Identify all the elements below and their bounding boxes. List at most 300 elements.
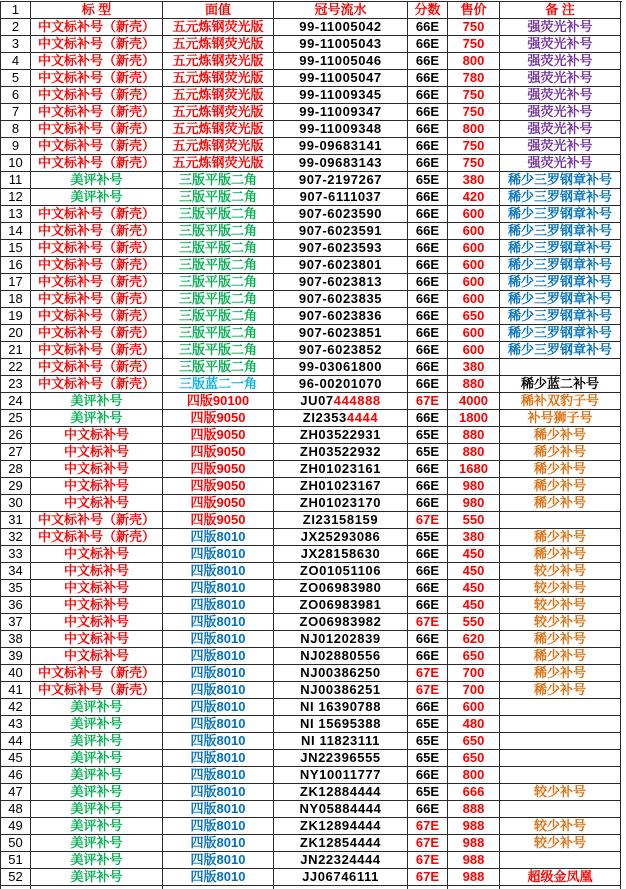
cell-note[interactable] xyxy=(500,580,621,597)
cell-note[interactable] xyxy=(500,104,621,121)
cell-note[interactable] xyxy=(500,138,621,155)
cell-serial[interactable] xyxy=(274,716,408,733)
cell-face-value[interactable] xyxy=(163,138,274,155)
cell-price[interactable] xyxy=(448,682,500,699)
cell-serial[interactable] xyxy=(274,359,408,376)
cell-grade[interactable] xyxy=(408,172,448,189)
row-number-header[interactable] xyxy=(1,665,31,682)
cell-note[interactable] xyxy=(500,835,621,852)
cell-serial[interactable] xyxy=(274,597,408,614)
row-number-header[interactable] xyxy=(1,835,31,852)
cell-grade[interactable] xyxy=(408,461,448,478)
cell-price[interactable] xyxy=(448,240,500,257)
row-number-header[interactable] xyxy=(1,121,31,138)
cell-price[interactable] xyxy=(448,206,500,223)
cell-price[interactable] xyxy=(448,801,500,818)
cell-face-value[interactable] xyxy=(163,767,274,784)
cell-type[interactable] xyxy=(31,529,163,546)
cell-serial[interactable] xyxy=(274,155,408,172)
cell-type[interactable] xyxy=(31,19,163,36)
cell-price[interactable] xyxy=(448,172,500,189)
cell-grade[interactable] xyxy=(408,308,448,325)
cell-type[interactable] xyxy=(31,410,163,427)
cell-type[interactable] xyxy=(31,189,163,206)
cell-serial[interactable] xyxy=(274,121,408,138)
cell-face-value[interactable] xyxy=(163,682,274,699)
cell-type[interactable] xyxy=(31,291,163,308)
cell-note[interactable] xyxy=(500,665,621,682)
cell-type[interactable] xyxy=(31,359,163,376)
row-number-header[interactable] xyxy=(1,444,31,461)
row-number-header[interactable] xyxy=(1,869,31,886)
cell-grade[interactable] xyxy=(408,19,448,36)
cell-price[interactable] xyxy=(448,19,500,36)
row-number-header[interactable] xyxy=(1,36,31,53)
row-number-header[interactable] xyxy=(1,376,31,393)
cell-serial[interactable] xyxy=(274,563,408,580)
cell-serial[interactable] xyxy=(274,818,408,835)
cell-type[interactable] xyxy=(31,495,163,512)
row-number-header[interactable] xyxy=(1,512,31,529)
cell-face-value[interactable] xyxy=(163,835,274,852)
cell-type[interactable] xyxy=(31,172,163,189)
cell-serial[interactable] xyxy=(274,342,408,359)
cell-grade[interactable] xyxy=(408,580,448,597)
cell-face-value[interactable] xyxy=(163,546,274,563)
cell-type[interactable] xyxy=(31,631,163,648)
cell-note[interactable] xyxy=(500,121,621,138)
cell-note[interactable] xyxy=(500,529,621,546)
cell-note[interactable] xyxy=(500,87,621,104)
cell-face-value[interactable] xyxy=(163,223,274,240)
cell-note[interactable] xyxy=(500,614,621,631)
cell-price[interactable] xyxy=(448,869,500,886)
cell-serial[interactable] xyxy=(274,223,408,240)
cell-note[interactable] xyxy=(500,155,621,172)
cell-type[interactable] xyxy=(31,308,163,325)
cell-grade[interactable] xyxy=(408,835,448,852)
cell-grade[interactable] xyxy=(408,512,448,529)
cell-serial[interactable] xyxy=(274,648,408,665)
cell-type[interactable] xyxy=(31,852,163,869)
header-serial[interactable] xyxy=(274,2,408,19)
cell-serial[interactable] xyxy=(274,546,408,563)
cell-type[interactable] xyxy=(31,835,163,852)
row-number-header[interactable] xyxy=(1,546,31,563)
row-number-header[interactable] xyxy=(1,784,31,801)
cell-serial[interactable] xyxy=(274,835,408,852)
cell-grade[interactable] xyxy=(408,614,448,631)
cell-price[interactable] xyxy=(448,393,500,410)
cell-type[interactable] xyxy=(31,512,163,529)
cell-serial[interactable] xyxy=(274,699,408,716)
cell-note[interactable] xyxy=(500,19,621,36)
cell-note[interactable] xyxy=(500,274,621,291)
cell-serial[interactable] xyxy=(274,291,408,308)
cell-face-value[interactable] xyxy=(163,818,274,835)
cell-note[interactable] xyxy=(500,563,621,580)
row-number-header[interactable] xyxy=(1,852,31,869)
cell-face-value[interactable] xyxy=(163,70,274,87)
cell-note[interactable] xyxy=(500,682,621,699)
cell-type[interactable] xyxy=(31,325,163,342)
cell-price[interactable] xyxy=(448,733,500,750)
cell-note[interactable] xyxy=(500,325,621,342)
row-number-header[interactable] xyxy=(1,155,31,172)
cell-type[interactable] xyxy=(31,274,163,291)
cell-face-value[interactable] xyxy=(163,563,274,580)
row-number-header[interactable] xyxy=(1,529,31,546)
cell-face-value[interactable] xyxy=(163,376,274,393)
cell-face-value[interactable] xyxy=(163,393,274,410)
cell-serial[interactable] xyxy=(274,665,408,682)
cell-price[interactable] xyxy=(448,699,500,716)
row-number-header[interactable] xyxy=(1,172,31,189)
cell-note[interactable] xyxy=(500,648,621,665)
cell-grade[interactable] xyxy=(408,274,448,291)
cell-type[interactable] xyxy=(31,206,163,223)
cell-note[interactable] xyxy=(500,376,621,393)
cell-type[interactable] xyxy=(31,818,163,835)
cell-price[interactable] xyxy=(448,325,500,342)
cell-price[interactable] xyxy=(448,189,500,206)
cell-face-value[interactable] xyxy=(163,614,274,631)
cell-serial[interactable] xyxy=(274,19,408,36)
cell-face-value[interactable] xyxy=(163,308,274,325)
cell-note[interactable] xyxy=(500,427,621,444)
cell-price[interactable] xyxy=(448,750,500,767)
cell-face-value[interactable] xyxy=(163,36,274,53)
cell-note[interactable] xyxy=(500,342,621,359)
cell-note[interactable] xyxy=(500,784,621,801)
cell-price[interactable] xyxy=(448,529,500,546)
cell-serial[interactable] xyxy=(274,325,408,342)
cell-price[interactable] xyxy=(448,478,500,495)
row-number-header[interactable] xyxy=(1,410,31,427)
cell-serial[interactable] xyxy=(274,53,408,70)
row-number-header[interactable] xyxy=(1,359,31,376)
row-number-header[interactable] xyxy=(1,427,31,444)
cell-grade[interactable] xyxy=(408,818,448,835)
cell-serial[interactable] xyxy=(274,410,408,427)
cell-face-value[interactable] xyxy=(163,750,274,767)
cell-serial[interactable] xyxy=(274,172,408,189)
cell-serial[interactable] xyxy=(274,104,408,121)
cell-type[interactable] xyxy=(31,121,163,138)
cell-price[interactable] xyxy=(448,648,500,665)
cell-serial[interactable] xyxy=(274,274,408,291)
cell-grade[interactable] xyxy=(408,665,448,682)
row-number-header[interactable] xyxy=(1,597,31,614)
cell-price[interactable] xyxy=(448,342,500,359)
cell-grade[interactable] xyxy=(408,733,448,750)
cell-note[interactable] xyxy=(500,393,621,410)
cell-price[interactable] xyxy=(448,36,500,53)
cell-note[interactable] xyxy=(500,801,621,818)
cell-type[interactable] xyxy=(31,597,163,614)
row-number-header[interactable] xyxy=(1,325,31,342)
cell-note[interactable] xyxy=(500,546,621,563)
cell-type[interactable] xyxy=(31,614,163,631)
cell-face-value[interactable] xyxy=(163,155,274,172)
cell-type[interactable] xyxy=(31,104,163,121)
cell-grade[interactable] xyxy=(408,563,448,580)
cell-grade[interactable] xyxy=(408,427,448,444)
cell-price[interactable] xyxy=(448,835,500,852)
cell-grade[interactable] xyxy=(408,206,448,223)
cell-grade[interactable] xyxy=(408,121,448,138)
cell-note[interactable] xyxy=(500,852,621,869)
cell-face-value[interactable] xyxy=(163,665,274,682)
cell-grade[interactable] xyxy=(408,376,448,393)
row-number-header[interactable] xyxy=(1,291,31,308)
cell-note[interactable] xyxy=(500,733,621,750)
cell-serial[interactable] xyxy=(274,36,408,53)
cell-face-value[interactable] xyxy=(163,257,274,274)
cell-grade[interactable] xyxy=(408,495,448,512)
cell-grade[interactable] xyxy=(408,359,448,376)
cell-note[interactable] xyxy=(500,291,621,308)
cell-grade[interactable] xyxy=(408,478,448,495)
cell-type[interactable] xyxy=(31,648,163,665)
header-note[interactable] xyxy=(500,2,621,19)
cell-serial[interactable] xyxy=(274,427,408,444)
cell-serial[interactable] xyxy=(274,444,408,461)
cell-price[interactable] xyxy=(448,121,500,138)
cell-grade[interactable] xyxy=(408,410,448,427)
cell-type[interactable] xyxy=(31,342,163,359)
cell-note[interactable] xyxy=(500,257,621,274)
cell-type[interactable] xyxy=(31,87,163,104)
row-number-header[interactable] xyxy=(1,189,31,206)
cell-grade[interactable] xyxy=(408,631,448,648)
row-number-header[interactable] xyxy=(1,206,31,223)
cell-serial[interactable] xyxy=(274,461,408,478)
cell-serial[interactable] xyxy=(274,478,408,495)
row-number-header[interactable] xyxy=(1,563,31,580)
row-number-header[interactable] xyxy=(1,580,31,597)
cell-price[interactable] xyxy=(448,495,500,512)
cell-face-value[interactable] xyxy=(163,478,274,495)
cell-face-value[interactable] xyxy=(163,104,274,121)
cell-grade[interactable] xyxy=(408,155,448,172)
cell-face-value[interactable] xyxy=(163,444,274,461)
cell-serial[interactable] xyxy=(274,308,408,325)
cell-type[interactable] xyxy=(31,699,163,716)
cell-serial[interactable] xyxy=(274,70,408,87)
cell-face-value[interactable] xyxy=(163,325,274,342)
cell-serial[interactable] xyxy=(274,189,408,206)
cell-face-value[interactable] xyxy=(163,495,274,512)
cell-type[interactable] xyxy=(31,750,163,767)
cell-face-value[interactable] xyxy=(163,852,274,869)
cell-price[interactable] xyxy=(448,376,500,393)
cell-grade[interactable] xyxy=(408,325,448,342)
cell-face-value[interactable] xyxy=(163,529,274,546)
row-number-header[interactable] xyxy=(1,104,31,121)
cell-price[interactable] xyxy=(448,767,500,784)
cell-price[interactable] xyxy=(448,410,500,427)
cell-type[interactable] xyxy=(31,869,163,886)
cell-grade[interactable] xyxy=(408,546,448,563)
cell-type[interactable] xyxy=(31,257,163,274)
cell-price[interactable] xyxy=(448,87,500,104)
cell-note[interactable] xyxy=(500,818,621,835)
cell-price[interactable] xyxy=(448,70,500,87)
cell-type[interactable] xyxy=(31,36,163,53)
cell-grade[interactable] xyxy=(408,223,448,240)
cell-serial[interactable] xyxy=(274,240,408,257)
cell-face-value[interactable] xyxy=(163,121,274,138)
cell-face-value[interactable] xyxy=(163,699,274,716)
row-number-header[interactable] xyxy=(1,257,31,274)
row-number-header[interactable] xyxy=(1,716,31,733)
cell-face-value[interactable] xyxy=(163,580,274,597)
cell-price[interactable] xyxy=(448,818,500,835)
cell-type[interactable] xyxy=(31,461,163,478)
cell-price[interactable] xyxy=(448,257,500,274)
cell-note[interactable] xyxy=(500,223,621,240)
cell-serial[interactable] xyxy=(274,801,408,818)
row-number-header[interactable] xyxy=(1,223,31,240)
cell-note[interactable] xyxy=(500,206,621,223)
cell-price[interactable] xyxy=(448,461,500,478)
cell-face-value[interactable] xyxy=(163,648,274,665)
cell-serial[interactable] xyxy=(274,393,408,410)
cell-type[interactable] xyxy=(31,665,163,682)
cell-serial[interactable] xyxy=(274,138,408,155)
row-number-header[interactable] xyxy=(1,478,31,495)
cell-type[interactable] xyxy=(31,733,163,750)
cell-price[interactable] xyxy=(448,291,500,308)
row-number-header[interactable] xyxy=(1,70,31,87)
cell-type[interactable] xyxy=(31,580,163,597)
cell-face-value[interactable] xyxy=(163,291,274,308)
cell-grade[interactable] xyxy=(408,189,448,206)
cell-type[interactable] xyxy=(31,546,163,563)
cell-grade[interactable] xyxy=(408,852,448,869)
row-number-header[interactable] xyxy=(1,308,31,325)
row-number-header[interactable] xyxy=(1,648,31,665)
cell-face-value[interactable] xyxy=(163,869,274,886)
cell-type[interactable] xyxy=(31,784,163,801)
cell-type[interactable] xyxy=(31,801,163,818)
cell-type[interactable] xyxy=(31,53,163,70)
cell-face-value[interactable] xyxy=(163,461,274,478)
cell-serial[interactable] xyxy=(274,767,408,784)
cell-face-value[interactable] xyxy=(163,801,274,818)
cell-price[interactable] xyxy=(448,614,500,631)
cell-grade[interactable] xyxy=(408,784,448,801)
cell-type[interactable] xyxy=(31,444,163,461)
cell-face-value[interactable] xyxy=(163,716,274,733)
cell-note[interactable] xyxy=(500,70,621,87)
cell-note[interactable] xyxy=(500,631,621,648)
cell-serial[interactable] xyxy=(274,682,408,699)
cell-note[interactable] xyxy=(500,512,621,529)
cell-type[interactable] xyxy=(31,223,163,240)
cell-face-value[interactable] xyxy=(163,784,274,801)
cell-price[interactable] xyxy=(448,631,500,648)
cell-note[interactable] xyxy=(500,869,621,886)
header-price[interactable] xyxy=(448,2,500,19)
row-number-header[interactable] xyxy=(1,614,31,631)
row-number-header[interactable] xyxy=(1,342,31,359)
cell-serial[interactable] xyxy=(274,512,408,529)
cell-price[interactable] xyxy=(448,138,500,155)
cell-grade[interactable] xyxy=(408,36,448,53)
cell-type[interactable] xyxy=(31,376,163,393)
cell-note[interactable] xyxy=(500,308,621,325)
cell-serial[interactable] xyxy=(274,495,408,512)
cell-serial[interactable] xyxy=(274,784,408,801)
cell-face-value[interactable] xyxy=(163,206,274,223)
header-face-value[interactable] xyxy=(163,2,274,19)
cell-serial[interactable] xyxy=(274,87,408,104)
cell-price[interactable] xyxy=(448,716,500,733)
cell-grade[interactable] xyxy=(408,257,448,274)
cell-note[interactable] xyxy=(500,767,621,784)
row-number-header[interactable] xyxy=(1,495,31,512)
cell-type[interactable] xyxy=(31,478,163,495)
cell-grade[interactable] xyxy=(408,104,448,121)
cell-face-value[interactable] xyxy=(163,53,274,70)
cell-grade[interactable] xyxy=(408,444,448,461)
cell-face-value[interactable] xyxy=(163,410,274,427)
cell-face-value[interactable] xyxy=(163,342,274,359)
row-number-header[interactable] xyxy=(1,87,31,104)
cell-price[interactable] xyxy=(448,546,500,563)
cell-grade[interactable] xyxy=(408,53,448,70)
cell-price[interactable] xyxy=(448,784,500,801)
cell-face-value[interactable] xyxy=(163,19,274,36)
cell-type[interactable] xyxy=(31,767,163,784)
row-number-header[interactable] xyxy=(1,240,31,257)
row-number-header[interactable] xyxy=(1,750,31,767)
cell-price[interactable] xyxy=(448,597,500,614)
cell-note[interactable] xyxy=(500,444,621,461)
cell-grade[interactable] xyxy=(408,240,448,257)
cell-note[interactable] xyxy=(500,172,621,189)
cell-grade[interactable] xyxy=(408,70,448,87)
row-number-header[interactable] xyxy=(1,19,31,36)
cell-face-value[interactable] xyxy=(163,359,274,376)
cell-face-value[interactable] xyxy=(163,172,274,189)
row-number-header[interactable] xyxy=(1,631,31,648)
cell-grade[interactable] xyxy=(408,682,448,699)
cell-price[interactable] xyxy=(448,512,500,529)
cell-type[interactable] xyxy=(31,682,163,699)
row-number-header[interactable] xyxy=(1,767,31,784)
cell-grade[interactable] xyxy=(408,801,448,818)
row-number-header[interactable] xyxy=(1,2,31,19)
cell-note[interactable] xyxy=(500,359,621,376)
header-grade[interactable] xyxy=(408,2,448,19)
cell-type[interactable] xyxy=(31,155,163,172)
cell-serial[interactable] xyxy=(274,750,408,767)
row-number-header[interactable] xyxy=(1,801,31,818)
cell-note[interactable] xyxy=(500,36,621,53)
cell-grade[interactable] xyxy=(408,648,448,665)
row-number-header[interactable] xyxy=(1,393,31,410)
cell-grade[interactable] xyxy=(408,597,448,614)
cell-face-value[interactable] xyxy=(163,597,274,614)
cell-grade[interactable] xyxy=(408,750,448,767)
cell-serial[interactable] xyxy=(274,206,408,223)
cell-type[interactable] xyxy=(31,240,163,257)
cell-price[interactable] xyxy=(448,223,500,240)
cell-face-value[interactable] xyxy=(163,274,274,291)
